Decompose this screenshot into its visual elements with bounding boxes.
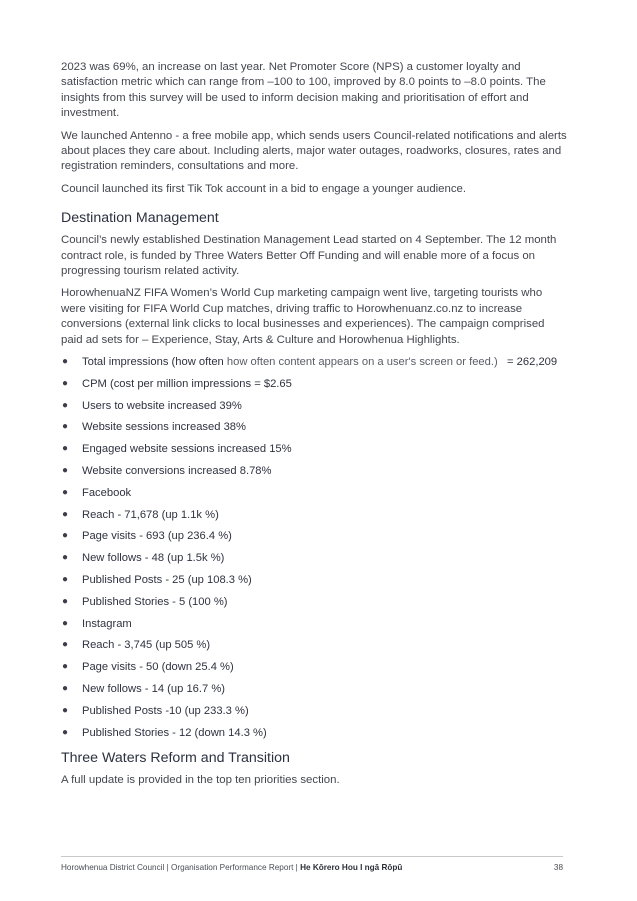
bullet-icon: ● bbox=[62, 421, 69, 433]
list-item-text: Users to website increased 39% bbox=[82, 399, 242, 412]
list-item bbox=[61, 704, 567, 726]
campaign-metrics-list bbox=[61, 355, 567, 747]
list-item bbox=[61, 420, 567, 442]
footer-bold-text: He Kōrero Hou I ngā Rōpū bbox=[300, 863, 403, 872]
list-item-text: Total impressions (how often bbox=[82, 356, 227, 369]
section-heading-three-waters: Three Waters Reform and Transition bbox=[61, 750, 290, 767]
list-item-text: how often content appears on a user's screen or feed.) bbox=[226, 356, 498, 369]
bullet-icon: ● bbox=[62, 639, 69, 651]
intro-paragraph-nps: 2023 was 69%, an increase on last year. Net Promoter Score (NPS) a customer loyalty and satisfaction metric which can range from –100 to 100, improved by 8.0 points to –8.0 points. The insights from this survey will be used to inform decision making and prioritisation of effort and investment. bbox=[61, 61, 546, 120]
list-item-text: Website sessions increased 38% bbox=[82, 421, 246, 434]
list-item bbox=[61, 682, 567, 704]
list-item-text: New follows - 48 (up 1.5k %) bbox=[82, 552, 225, 565]
bullet-icon: ● bbox=[62, 399, 69, 411]
list-item bbox=[61, 355, 567, 377]
three-waters-paragraph: A full update is provided in the top ten priorities section. bbox=[61, 774, 340, 787]
bullet-icon: ● bbox=[62, 726, 69, 738]
footer-text: Horowhenua District Council | Organisation Performance Report | bbox=[61, 863, 301, 872]
bullet-icon: ● bbox=[62, 595, 69, 607]
list-item-text: Website conversions increased 8.78% bbox=[82, 465, 272, 478]
bullet-icon: ● bbox=[62, 574, 69, 586]
list-item-text: Reach - 71,678 (up 1.1k %) bbox=[82, 508, 219, 521]
bullet-icon: ● bbox=[62, 661, 69, 673]
document-body bbox=[61, 60, 567, 796]
destination-paragraph-campaign: HorowhenuaNZ FIFA Women’s World Cup marketing campaign went live, targeting tourists who were visiting for FIFA World Cup matches, driving traffic to Horowhenuanz.co.nz to increase conversions (external link clicks to local businesses and experiences). The campaign comprised paid ad sets for – Experience, Stay, Arts & Culture and Horowhenua Highlights. bbox=[61, 287, 545, 346]
list-item bbox=[61, 377, 567, 399]
list-item-text: New follows - 14 (up 16.7 %) bbox=[82, 683, 226, 696]
bullet-icon: ● bbox=[62, 465, 69, 477]
list-item bbox=[61, 442, 567, 464]
bullet-icon: ● bbox=[62, 356, 69, 368]
bullet-icon: ● bbox=[62, 704, 69, 716]
page-number: 38 bbox=[553, 863, 563, 872]
bullet-icon: ● bbox=[62, 530, 69, 542]
list-item bbox=[61, 573, 567, 595]
list-item-text: Published Posts - 25 (up 108.3 %) bbox=[82, 574, 252, 587]
list-item bbox=[61, 508, 567, 530]
bullet-icon: ● bbox=[62, 683, 69, 695]
list-item bbox=[61, 638, 567, 660]
list-item bbox=[61, 617, 567, 639]
list-item-text: Published Stories - 5 (100 %) bbox=[82, 595, 228, 608]
bullet-icon: ● bbox=[62, 508, 69, 520]
list-item-text: Instagram bbox=[82, 617, 132, 630]
list-item-text: Page visits - 693 (up 236.4 %) bbox=[82, 530, 232, 543]
list-item-text: Engaged website sessions increased 15% bbox=[82, 443, 292, 456]
bullet-icon: ● bbox=[62, 617, 69, 629]
bullet-icon: ● bbox=[62, 486, 69, 498]
list-item bbox=[61, 486, 567, 508]
bullet-icon: ● bbox=[62, 377, 69, 389]
list-item bbox=[61, 529, 567, 551]
destination-paragraph-lead: Council’s newly established Destination Management Lead started on 4 September. The 12 month contract role, is funded by Three Waters Better Off Funding and will enable more of a focus on progressing tourism related activity. bbox=[61, 234, 557, 278]
bullet-icon: ● bbox=[62, 552, 69, 564]
list-item bbox=[61, 551, 567, 573]
list-item-text: = 262,209 bbox=[497, 356, 558, 369]
list-item bbox=[61, 660, 567, 682]
list-item-text: Facebook bbox=[82, 486, 132, 499]
list-item bbox=[61, 464, 567, 486]
list-item bbox=[61, 595, 567, 617]
list-item-text: Published Stories - 12 (down 14.3 %) bbox=[82, 726, 267, 739]
bullet-icon: ● bbox=[62, 443, 69, 455]
list-item bbox=[61, 726, 567, 748]
section-heading-destination: Destination Management bbox=[61, 210, 219, 227]
intro-paragraph-antenno: We launched Antenno - a free mobile app, which sends users Council-related notifications and alerts about places they care about. Including alerts, major water outages, roadworks, closures, rates and registration reminders, consultations and more. bbox=[61, 129, 567, 173]
page-footer bbox=[61, 856, 563, 873]
intro-paragraph-tiktok: Council launched its first Tik Tok account in a bid to engage a younger audience. bbox=[61, 182, 467, 195]
list-item-text: Reach - 3,745 (up 505 %) bbox=[82, 639, 211, 652]
list-item bbox=[61, 399, 567, 421]
list-item-text: Published Posts -10 (up 233.3 %) bbox=[82, 704, 249, 717]
list-item-text: Page visits - 50 (down 25.4 %) bbox=[82, 661, 234, 674]
list-item-text: CPM (cost per million impressions = $2.65 bbox=[82, 377, 292, 390]
